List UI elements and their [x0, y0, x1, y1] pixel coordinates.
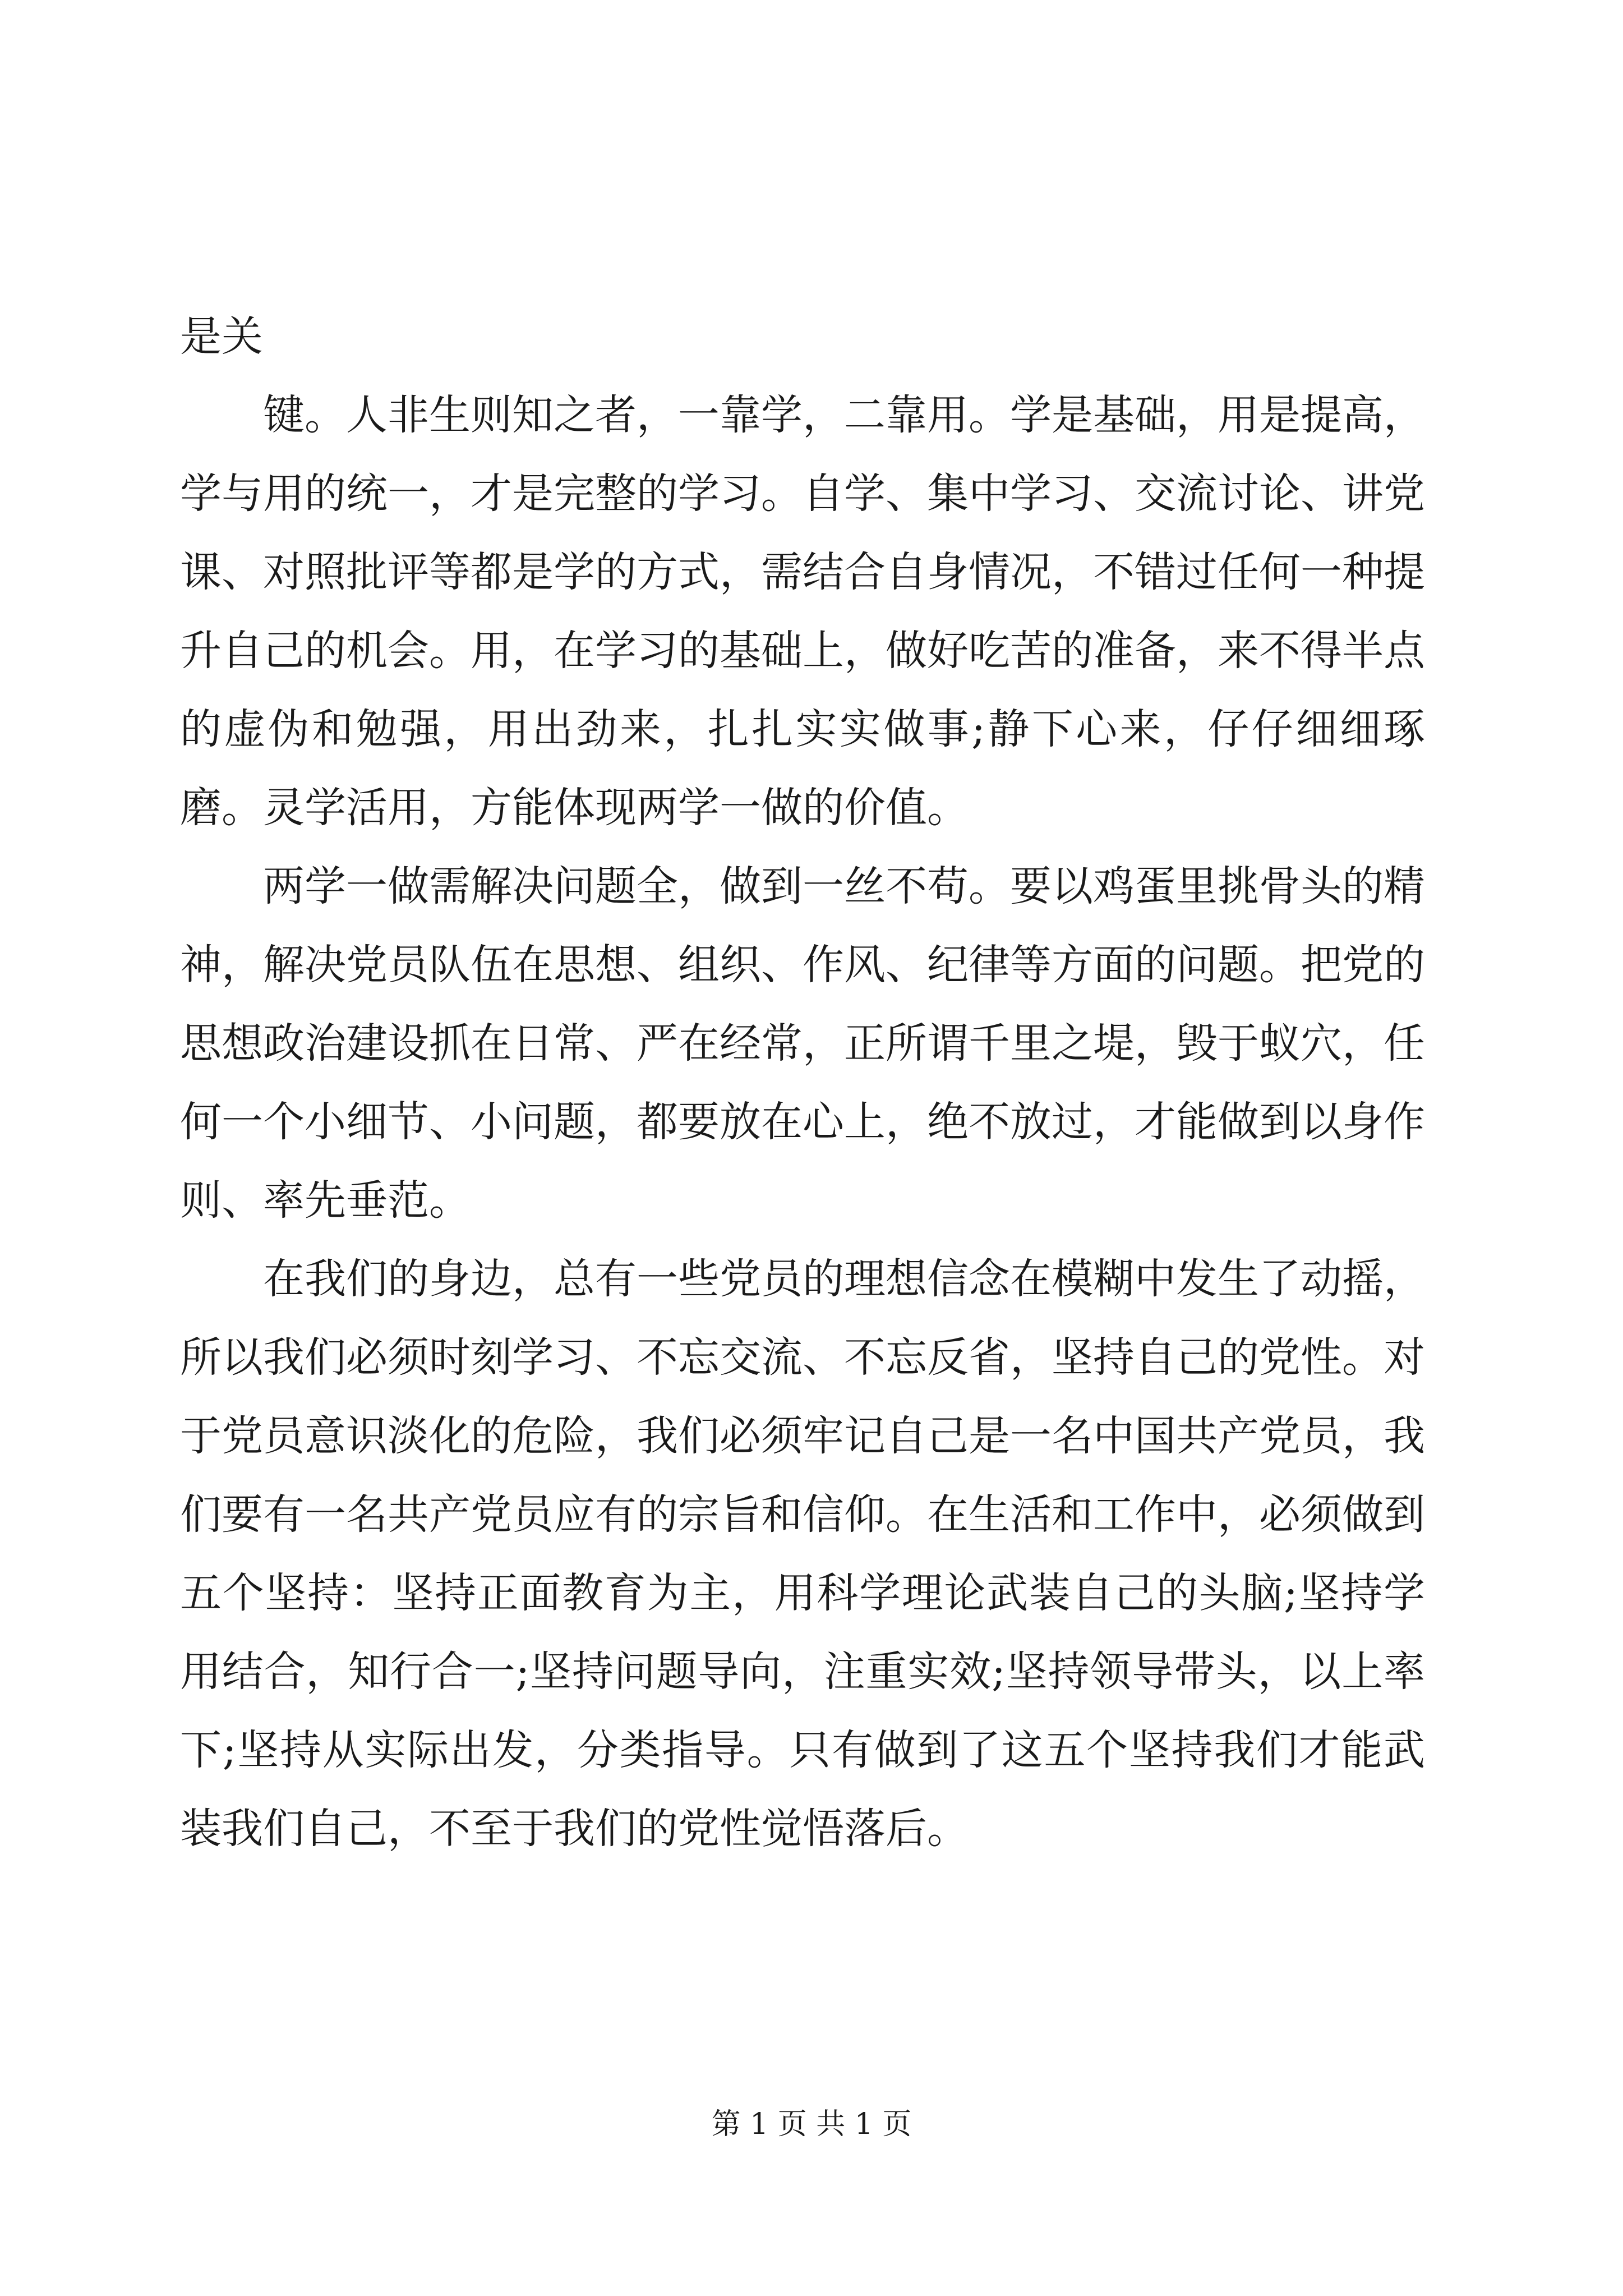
paragraph: 在我们的身边，总有一些党员的理想信念在模糊中发生了动摇，所以我们必须时刻学习、不忘交流、不忘反省，坚持自己的党性。对于党员意识淡化的危险，我们必须牢记自己是一名中国共产党员，我们要有一名共产党员应有的宗旨和信仰。在生活和工作中，必须做到五个坚持：坚持正面教育为主，用科学理论武装自己的头脑;坚持学用结合，知行合一;坚持问题导向，注重实效;坚持领导带头，以上率下;坚持从实际出发，分类指导。只有做到了这五个坚持我们才能武装我们自己，不至于我们的党性觉悟落后。	[180, 1255, 1425, 1853]
paragraph: 键。人非生则知之者，一靠学，二靠用。学是基础，用是提高，学与用的统一，才是完整的学习。自学、集中学习、交流讨论、讲党课、对照批评等都是学的方式，需结合自身情况，不错过任何一种提升自己的机会。用，在学习的基础上，做好吃苦的准备，来不得半点的虚伪和勉强，用出劲来，扎扎实实做事;静下心来，仔仔细细琢磨。灵学活用，方能体现两学一做的价值。	[180, 391, 1425, 832]
paragraph: 两学一做需解决问题全，做到一丝不苟。要以鸡蛋里挑骨头的精神，解决党员队伍在思想、组织、作风、纪律等方面的问题。把党的思想政治建设抓在日常、严在经常，正所谓千里之堤，毁于蚁穴，任何一个小细节、小问题，都要放在心上，绝不放过，才能做到以身作则、率先垂范。	[180, 862, 1425, 1225]
page-number-footer: 第 1 页 共 1 页	[711, 2108, 912, 2141]
document-body	[180, 297, 1425, 1868]
paragraph-fragment: 是关	[180, 312, 263, 361]
